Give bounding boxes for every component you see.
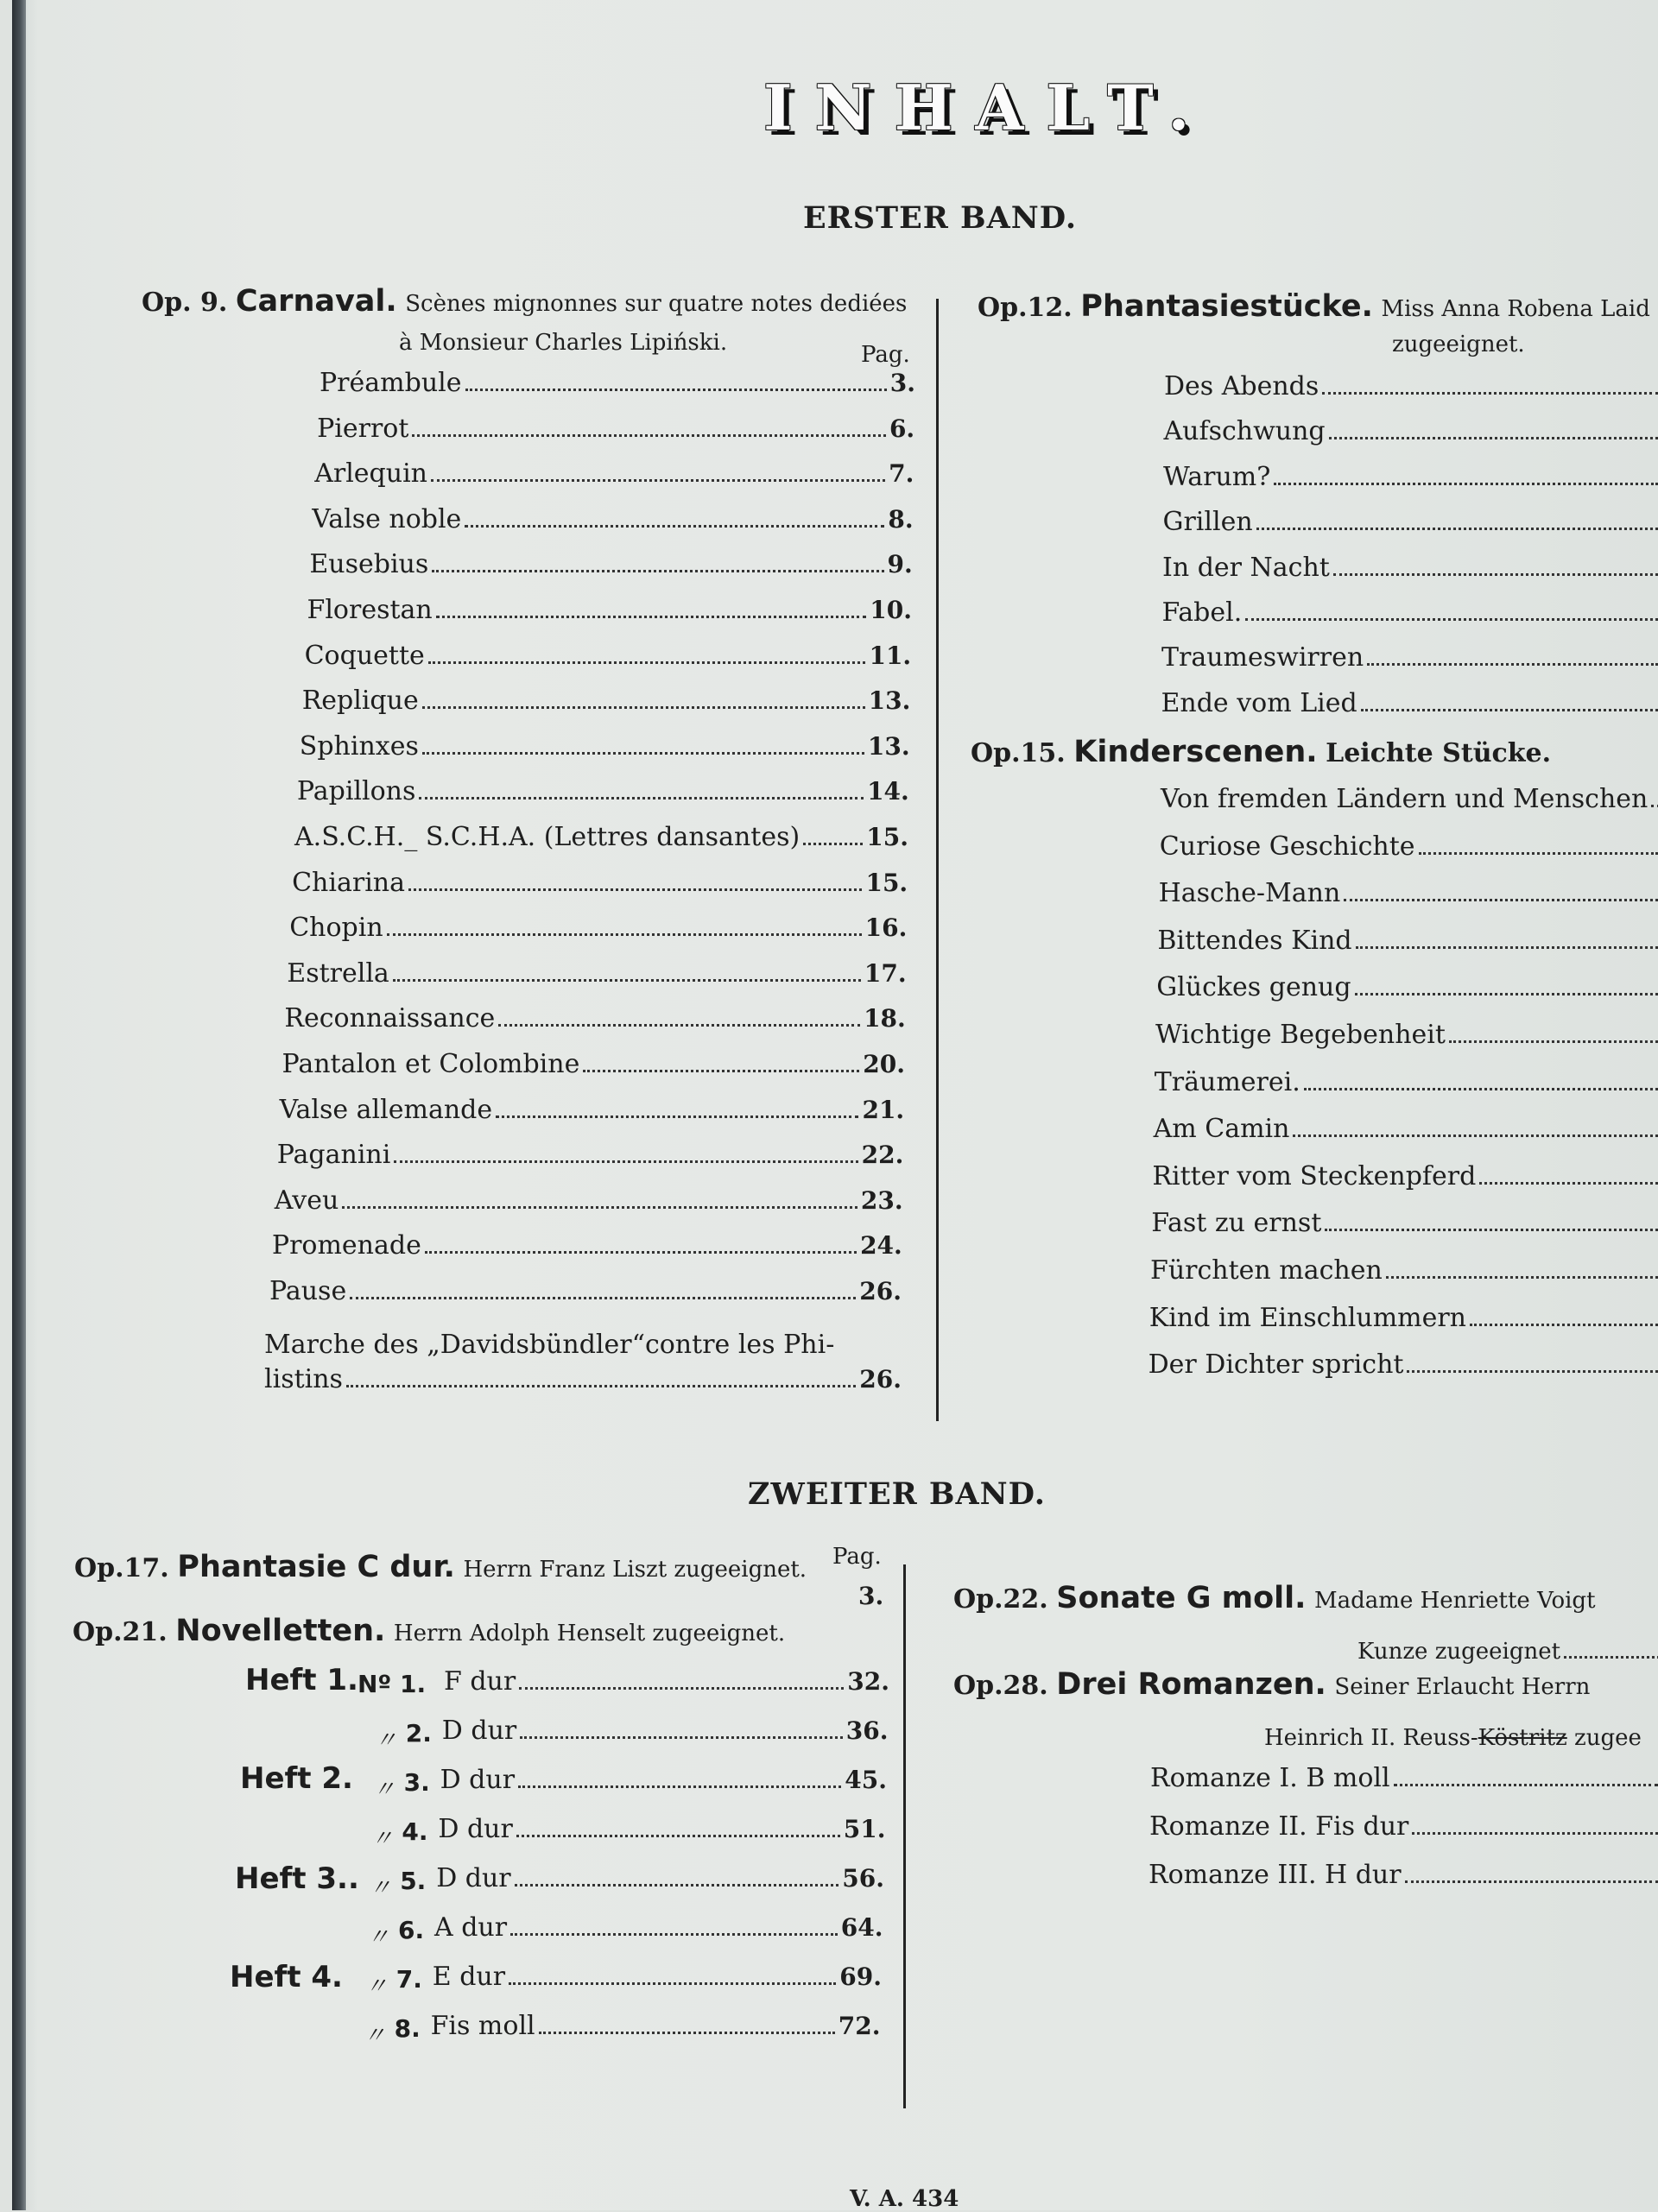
toc-entry-page: 3. xyxy=(890,369,915,397)
work-title: Phantasiestücke. xyxy=(1080,289,1373,324)
toc-entry-label: F dur xyxy=(444,1666,516,1697)
toc-entry-label: Der Dichter spricht xyxy=(1149,1349,1404,1380)
leader-dots xyxy=(419,778,864,799)
pag-label: Pag. xyxy=(861,342,910,368)
toc-entry-page: 17. xyxy=(864,959,907,988)
leader-dots xyxy=(1245,599,1658,621)
novellette-number: 7. xyxy=(396,1965,422,1994)
op9-heading xyxy=(142,285,907,320)
leader-dots xyxy=(1256,509,1658,530)
ditto-mark: 〃 xyxy=(375,1722,397,1754)
op17-heading xyxy=(74,1551,807,1586)
leader-dots xyxy=(465,370,887,391)
toc-entry xyxy=(309,549,912,587)
toc-entry xyxy=(302,686,911,724)
pag-label: Pag. xyxy=(832,1544,882,1570)
toc-entry xyxy=(297,776,909,814)
toc-entry xyxy=(1164,371,1658,409)
toc-entry-label: Eusebius xyxy=(309,549,428,579)
page-title: INHALT. xyxy=(763,71,1212,144)
toc-entry xyxy=(1159,878,1658,916)
toc-entry xyxy=(277,1140,904,1178)
toc-entry xyxy=(1151,1208,1658,1246)
op21-heading xyxy=(73,1615,785,1650)
work-title: Phantasie C dur. xyxy=(177,1550,455,1584)
toc-entry-page: 15. xyxy=(866,823,908,851)
novellette-entry xyxy=(440,1765,887,1803)
leader-dots xyxy=(1325,1210,1658,1231)
toc-entry xyxy=(284,1003,905,1041)
toc-entry xyxy=(1163,462,1658,500)
leader-dots xyxy=(408,869,862,891)
toc-entry-page: 36. xyxy=(846,1716,889,1745)
toc-entry-label: Träumerei. xyxy=(1155,1067,1300,1097)
toc-entry xyxy=(289,913,907,951)
column-divider xyxy=(903,1564,906,2108)
leader-dots xyxy=(431,460,885,482)
toc-entry-label: Estrella xyxy=(287,958,389,989)
toc-entry-page: 11. xyxy=(869,641,911,670)
leader-dots xyxy=(1367,644,1658,666)
toc-entry-label: Ende vom Lied xyxy=(1161,688,1357,718)
toc-entry-label: Romanze I. B moll xyxy=(1150,1763,1390,1793)
toc-entry xyxy=(317,414,914,452)
leader-dots xyxy=(519,1668,844,1690)
dedication-line-2: zugeeignet. xyxy=(1392,332,1525,357)
ditto-mark: 〃 xyxy=(365,1969,388,2000)
leader-dots xyxy=(387,914,862,936)
toc-entry-label: Warum? xyxy=(1163,462,1270,492)
toc-entry-label: Aveu xyxy=(275,1185,339,1216)
toc-entry-page: 9. xyxy=(888,550,913,578)
leader-dots xyxy=(1564,1637,1658,1659)
leader-dots xyxy=(1322,373,1658,395)
toc-entry-page: 3. xyxy=(858,1582,883,1610)
toc-entry-label: Sphinxes xyxy=(300,731,419,762)
dedication: Madame Henriette Voigt xyxy=(1314,1588,1596,1614)
toc-entry xyxy=(1161,688,1658,726)
toc-entry-page: 51. xyxy=(844,1815,886,1843)
toc-entry xyxy=(1160,831,1658,869)
toc-entry-label: Arlequin xyxy=(314,458,427,489)
op-number: Op.12. xyxy=(978,293,1073,323)
toc-entry-page: 21. xyxy=(862,1096,904,1124)
toc-entry-page: 16. xyxy=(865,913,908,942)
struck-text: Köstritz xyxy=(1478,1725,1567,1751)
leader-dots xyxy=(342,1187,857,1209)
heft-label-4: Heft 4. xyxy=(230,1960,343,1994)
leader-dots xyxy=(1470,1305,1658,1326)
ditto-mark: 〃 xyxy=(367,1919,389,1951)
book-binding xyxy=(12,0,26,2210)
toc-entry-label: Reconnaissance xyxy=(284,1003,495,1033)
leader-dots xyxy=(1407,1351,1658,1373)
band-heading-2: ZWEITER BAND. xyxy=(748,1476,1046,1512)
toc-entry-label: Pierrot xyxy=(317,414,408,444)
toc-entry-page: 24. xyxy=(860,1231,902,1260)
toc-entry-label: Romanze III. H dur xyxy=(1149,1860,1402,1890)
novellette-number: 6. xyxy=(398,1916,424,1944)
op22-heading xyxy=(953,1582,1596,1617)
toc-entry-label: Romanze II. Fis dur xyxy=(1149,1811,1408,1842)
ditto-mark: 〃 xyxy=(373,1772,396,1804)
toc-entry-page: 15. xyxy=(865,869,908,897)
toc-entry-label: Von fremden Ländern und Menschen xyxy=(1161,784,1648,814)
op-number: Op.17. xyxy=(74,1553,169,1583)
dedication: Scènes mignonnes sur quatre notes dediées xyxy=(405,291,907,317)
leader-dots xyxy=(1344,880,1658,901)
leader-dots xyxy=(1356,927,1658,949)
toc-entry-label: Pause xyxy=(269,1276,346,1306)
ditto-mark: 〃 xyxy=(364,2018,386,2050)
toc-entry-label: Grillen xyxy=(1163,507,1253,537)
leader-dots xyxy=(498,1005,860,1027)
toc-entry-label: Wichtige Begebenheit xyxy=(1155,1020,1446,1050)
work-subtitle: Leichte Stücke. xyxy=(1326,738,1551,768)
novellette-number: 3. xyxy=(404,1768,430,1797)
op-number: Op.21. xyxy=(73,1617,168,1647)
toc-entry xyxy=(1161,642,1658,680)
leader-dots xyxy=(518,1766,841,1788)
toc-entry xyxy=(314,458,914,496)
op28-heading xyxy=(953,1668,1590,1703)
romanze-entry xyxy=(1150,1763,1658,1801)
toc-entry xyxy=(307,595,913,633)
leader-dots xyxy=(465,506,884,528)
leader-dots xyxy=(1419,833,1658,855)
toc-entry xyxy=(294,822,908,860)
toc-entry xyxy=(312,504,913,542)
novellette-entry xyxy=(436,1863,884,1901)
toc-entry xyxy=(1149,1349,1658,1387)
toc-entry-label: D dur xyxy=(442,1716,516,1746)
toc-entry-page: 72. xyxy=(838,2012,881,2040)
leader-dots xyxy=(1405,1861,1658,1883)
novellette-entry xyxy=(431,2011,881,2049)
band-heading-1: ERSTER BAND. xyxy=(803,200,1077,236)
leader-dots xyxy=(1329,418,1658,439)
leader-dots xyxy=(1304,1069,1658,1090)
leader-dots xyxy=(803,824,863,845)
toc-entry-label: Ritter vom Steckenpferd xyxy=(1152,1161,1476,1191)
leader-dots xyxy=(539,2013,835,2034)
leader-dots xyxy=(520,1717,843,1739)
toc-entry-label: Fis moll xyxy=(431,2011,535,2041)
op15-heading xyxy=(971,736,1551,770)
leader-dots xyxy=(425,1232,857,1254)
work-title: Kinderscenen. xyxy=(1073,735,1317,769)
novellette-number: 5. xyxy=(400,1867,426,1895)
toc-entry-label: D dur xyxy=(438,1814,512,1844)
toc-entry-label: Replique xyxy=(302,686,419,716)
leader-dots xyxy=(422,733,864,755)
work-title: Novelletten. xyxy=(175,1614,385,1648)
leader-dots xyxy=(1355,974,1658,995)
toc-entry xyxy=(1152,1161,1658,1199)
toc-entry-label: listins xyxy=(264,1364,343,1394)
leader-dots xyxy=(1412,1813,1658,1835)
toc-entry-page: 20. xyxy=(863,1050,905,1078)
toc-entry-page: 13. xyxy=(868,732,910,761)
toc-entry-page: 18. xyxy=(864,1004,906,1033)
toc-entry-page: 32. xyxy=(847,1667,889,1696)
leader-dots xyxy=(516,1816,840,1837)
leader-dots xyxy=(436,597,867,618)
leader-dots xyxy=(1651,786,1658,807)
leader-dots xyxy=(510,1914,838,1936)
op-number: Op.28. xyxy=(953,1671,1048,1701)
toc-entry xyxy=(300,731,910,769)
leader-dots xyxy=(393,960,861,982)
toc-entry-label: Traumeswirren xyxy=(1161,642,1364,673)
toc-entry-page: 14. xyxy=(867,777,909,806)
dedication: Herrn Franz Liszt zugeeignet. xyxy=(463,1557,807,1583)
toc-entry-label: Bittendes Kind xyxy=(1157,926,1351,956)
toc-entry xyxy=(1150,1255,1658,1293)
toc-entry-label: A.S.C.H._ S.C.H.A. (Lettres dansantes) xyxy=(294,822,800,852)
toc-entry-label: A dur xyxy=(434,1912,507,1943)
novellette-number: Nº 1. xyxy=(358,1670,426,1698)
leader-dots xyxy=(1274,464,1658,485)
toc-entry xyxy=(272,1230,902,1268)
toc-entry-label: Promenade xyxy=(272,1230,421,1261)
toc-entry xyxy=(1163,507,1658,545)
leader-dots xyxy=(1333,554,1658,576)
toc-entry-page: 23. xyxy=(861,1186,903,1215)
dedication-line-2 xyxy=(1264,1725,1642,1751)
leader-dots xyxy=(346,1366,856,1387)
toc-entry xyxy=(282,1049,906,1087)
leader-dots xyxy=(509,1963,836,1985)
toc-entry-label: Kind im Einschlummern xyxy=(1149,1303,1466,1333)
toc-entry-page: 22. xyxy=(862,1141,904,1169)
toc-entry-label: Valse noble xyxy=(312,504,461,534)
toc-entry-page: 7. xyxy=(889,459,914,488)
toc-entry xyxy=(1157,926,1658,964)
leader-dots xyxy=(422,687,865,709)
toc-entry-label: In der Nacht xyxy=(1162,553,1330,583)
toc-entry-label: Glückes genug xyxy=(1156,972,1351,1002)
toc-entry xyxy=(1161,784,1658,822)
toc-entry-label: Aufschwung xyxy=(1164,416,1326,446)
leader-dots xyxy=(496,1097,858,1118)
op-number: Op.15. xyxy=(971,738,1066,768)
toc-entry xyxy=(275,1185,903,1223)
toc-entry xyxy=(280,1095,905,1133)
novellette-entry xyxy=(442,1716,889,1754)
dedication: Herrn Adolph Henselt zugeeignet. xyxy=(394,1621,785,1646)
novellette-entry xyxy=(434,1912,883,1950)
dedication: Miss Anna Robena Laid xyxy=(1381,296,1649,322)
leader-dots xyxy=(1449,1021,1658,1043)
leader-dots xyxy=(1293,1115,1658,1137)
toc-entry-label: Hasche-Mann xyxy=(1159,878,1341,908)
leader-dots xyxy=(1479,1163,1658,1185)
toc-entry-page: 26. xyxy=(859,1365,902,1394)
toc-entry-label: Florestan xyxy=(307,595,433,625)
op12-heading xyxy=(978,290,1650,325)
toc-entry-page: 10. xyxy=(870,596,912,624)
novellette-number: 4. xyxy=(402,1817,427,1846)
toc-entry xyxy=(1164,416,1658,454)
leader-dots xyxy=(428,642,866,664)
work-title: Drei Romanzen. xyxy=(1056,1667,1326,1702)
romanze-entry xyxy=(1149,1860,1658,1898)
toc-entry-label: Préambule xyxy=(320,368,462,398)
romanze-entry xyxy=(1149,1811,1658,1849)
work-title: Carnaval. xyxy=(236,284,397,319)
toc-entry-page: 26. xyxy=(859,1277,902,1305)
novellette-entry xyxy=(433,1962,882,2000)
toc-entry-page: 45. xyxy=(845,1766,887,1794)
op-number: Op.22. xyxy=(953,1584,1048,1615)
toc-entry xyxy=(1162,553,1658,591)
leader-dots xyxy=(412,415,886,437)
dedication-line-2: à Monsieur Charles Lipiński. xyxy=(399,330,727,356)
leader-dots xyxy=(1386,1257,1658,1279)
toc-entry xyxy=(1162,597,1658,635)
toc-entry xyxy=(287,958,906,996)
toc-entry-label: E dur xyxy=(433,1962,505,1992)
toc-entry xyxy=(305,641,912,679)
dedication: Seiner Erlaucht Herrn xyxy=(1334,1674,1590,1700)
toc-entry-label: Chopin xyxy=(289,913,383,943)
dedication-text: Kunze zugeeignet xyxy=(1357,1639,1560,1665)
toc-entry xyxy=(264,1364,902,1402)
toc-entry-label: D dur xyxy=(440,1765,515,1795)
toc-entry-page: 8. xyxy=(888,505,913,534)
novellette-number: 2. xyxy=(406,1719,432,1747)
book-page xyxy=(12,0,1658,2210)
plate-number: V. A. 434 xyxy=(850,2186,959,2212)
heft-label-3: Heft 3.. xyxy=(235,1861,359,1896)
ditto-mark: 〃 xyxy=(370,1821,393,1853)
toc-entry-label: Des Abends xyxy=(1164,371,1319,401)
dedication-text: zugee xyxy=(1567,1725,1642,1751)
toc-entry-label: Valse allemande xyxy=(280,1095,493,1125)
toc-entry-label: Chiarina xyxy=(292,868,405,898)
leader-dots xyxy=(515,1865,839,1887)
toc-entry-page: 69. xyxy=(839,1962,882,1991)
toc-entry-label: Papillons xyxy=(297,776,416,806)
toc-entry-page: 64. xyxy=(841,1913,883,1942)
toc-entry-label: Marche des „Davidsbündler“contre les Phi- xyxy=(264,1330,834,1360)
toc-entry xyxy=(1155,1020,1658,1058)
toc-entry-label: Coquette xyxy=(305,641,425,671)
heft-label-1: Heft 1. xyxy=(245,1663,358,1697)
toc-entry-page: 13. xyxy=(869,686,911,715)
novellette-number: 8. xyxy=(395,2014,421,2043)
toc-entry-label: Fast zu ernst xyxy=(1151,1208,1321,1238)
toc-entry xyxy=(269,1276,902,1314)
leader-dots xyxy=(432,551,883,572)
heft-label-2: Heft 2. xyxy=(240,1761,353,1796)
dedication-text: Heinrich II. Reuss- xyxy=(1264,1725,1478,1751)
toc-entry xyxy=(1156,972,1658,1010)
work-title: Sonate G moll. xyxy=(1056,1581,1306,1615)
novellette-entry xyxy=(438,1814,885,1852)
leader-dots xyxy=(350,1278,856,1299)
novellette-entry xyxy=(444,1666,889,1704)
leader-dots xyxy=(583,1051,859,1072)
leader-dots xyxy=(394,1141,857,1163)
leader-dots xyxy=(1394,1765,1658,1786)
ditto-mark: 〃 xyxy=(369,1870,391,1902)
toc-entry xyxy=(1154,1114,1658,1152)
leader-dots xyxy=(1361,690,1658,711)
toc-entry-page: 56. xyxy=(842,1864,884,1893)
toc-entry-label: Fabel. xyxy=(1162,597,1243,628)
toc-entry-label: Paganini xyxy=(277,1140,391,1170)
toc-entry-label: Pantalon et Colombine xyxy=(282,1049,580,1079)
toc-entry-label: D dur xyxy=(436,1863,510,1893)
toc-entry xyxy=(1149,1303,1658,1341)
toc-entry xyxy=(1155,1067,1658,1105)
op-number: Op. 9. xyxy=(142,288,227,318)
toc-entry-label: Am Camin xyxy=(1154,1114,1290,1144)
column-divider xyxy=(936,299,939,1421)
toc-entry-label: Curiose Geschichte xyxy=(1160,831,1415,862)
toc-entry xyxy=(320,368,915,406)
toc-entry-label: Fürchten machen xyxy=(1150,1255,1383,1286)
toc-entry-page: 6. xyxy=(889,414,914,443)
toc-entry xyxy=(292,868,908,906)
